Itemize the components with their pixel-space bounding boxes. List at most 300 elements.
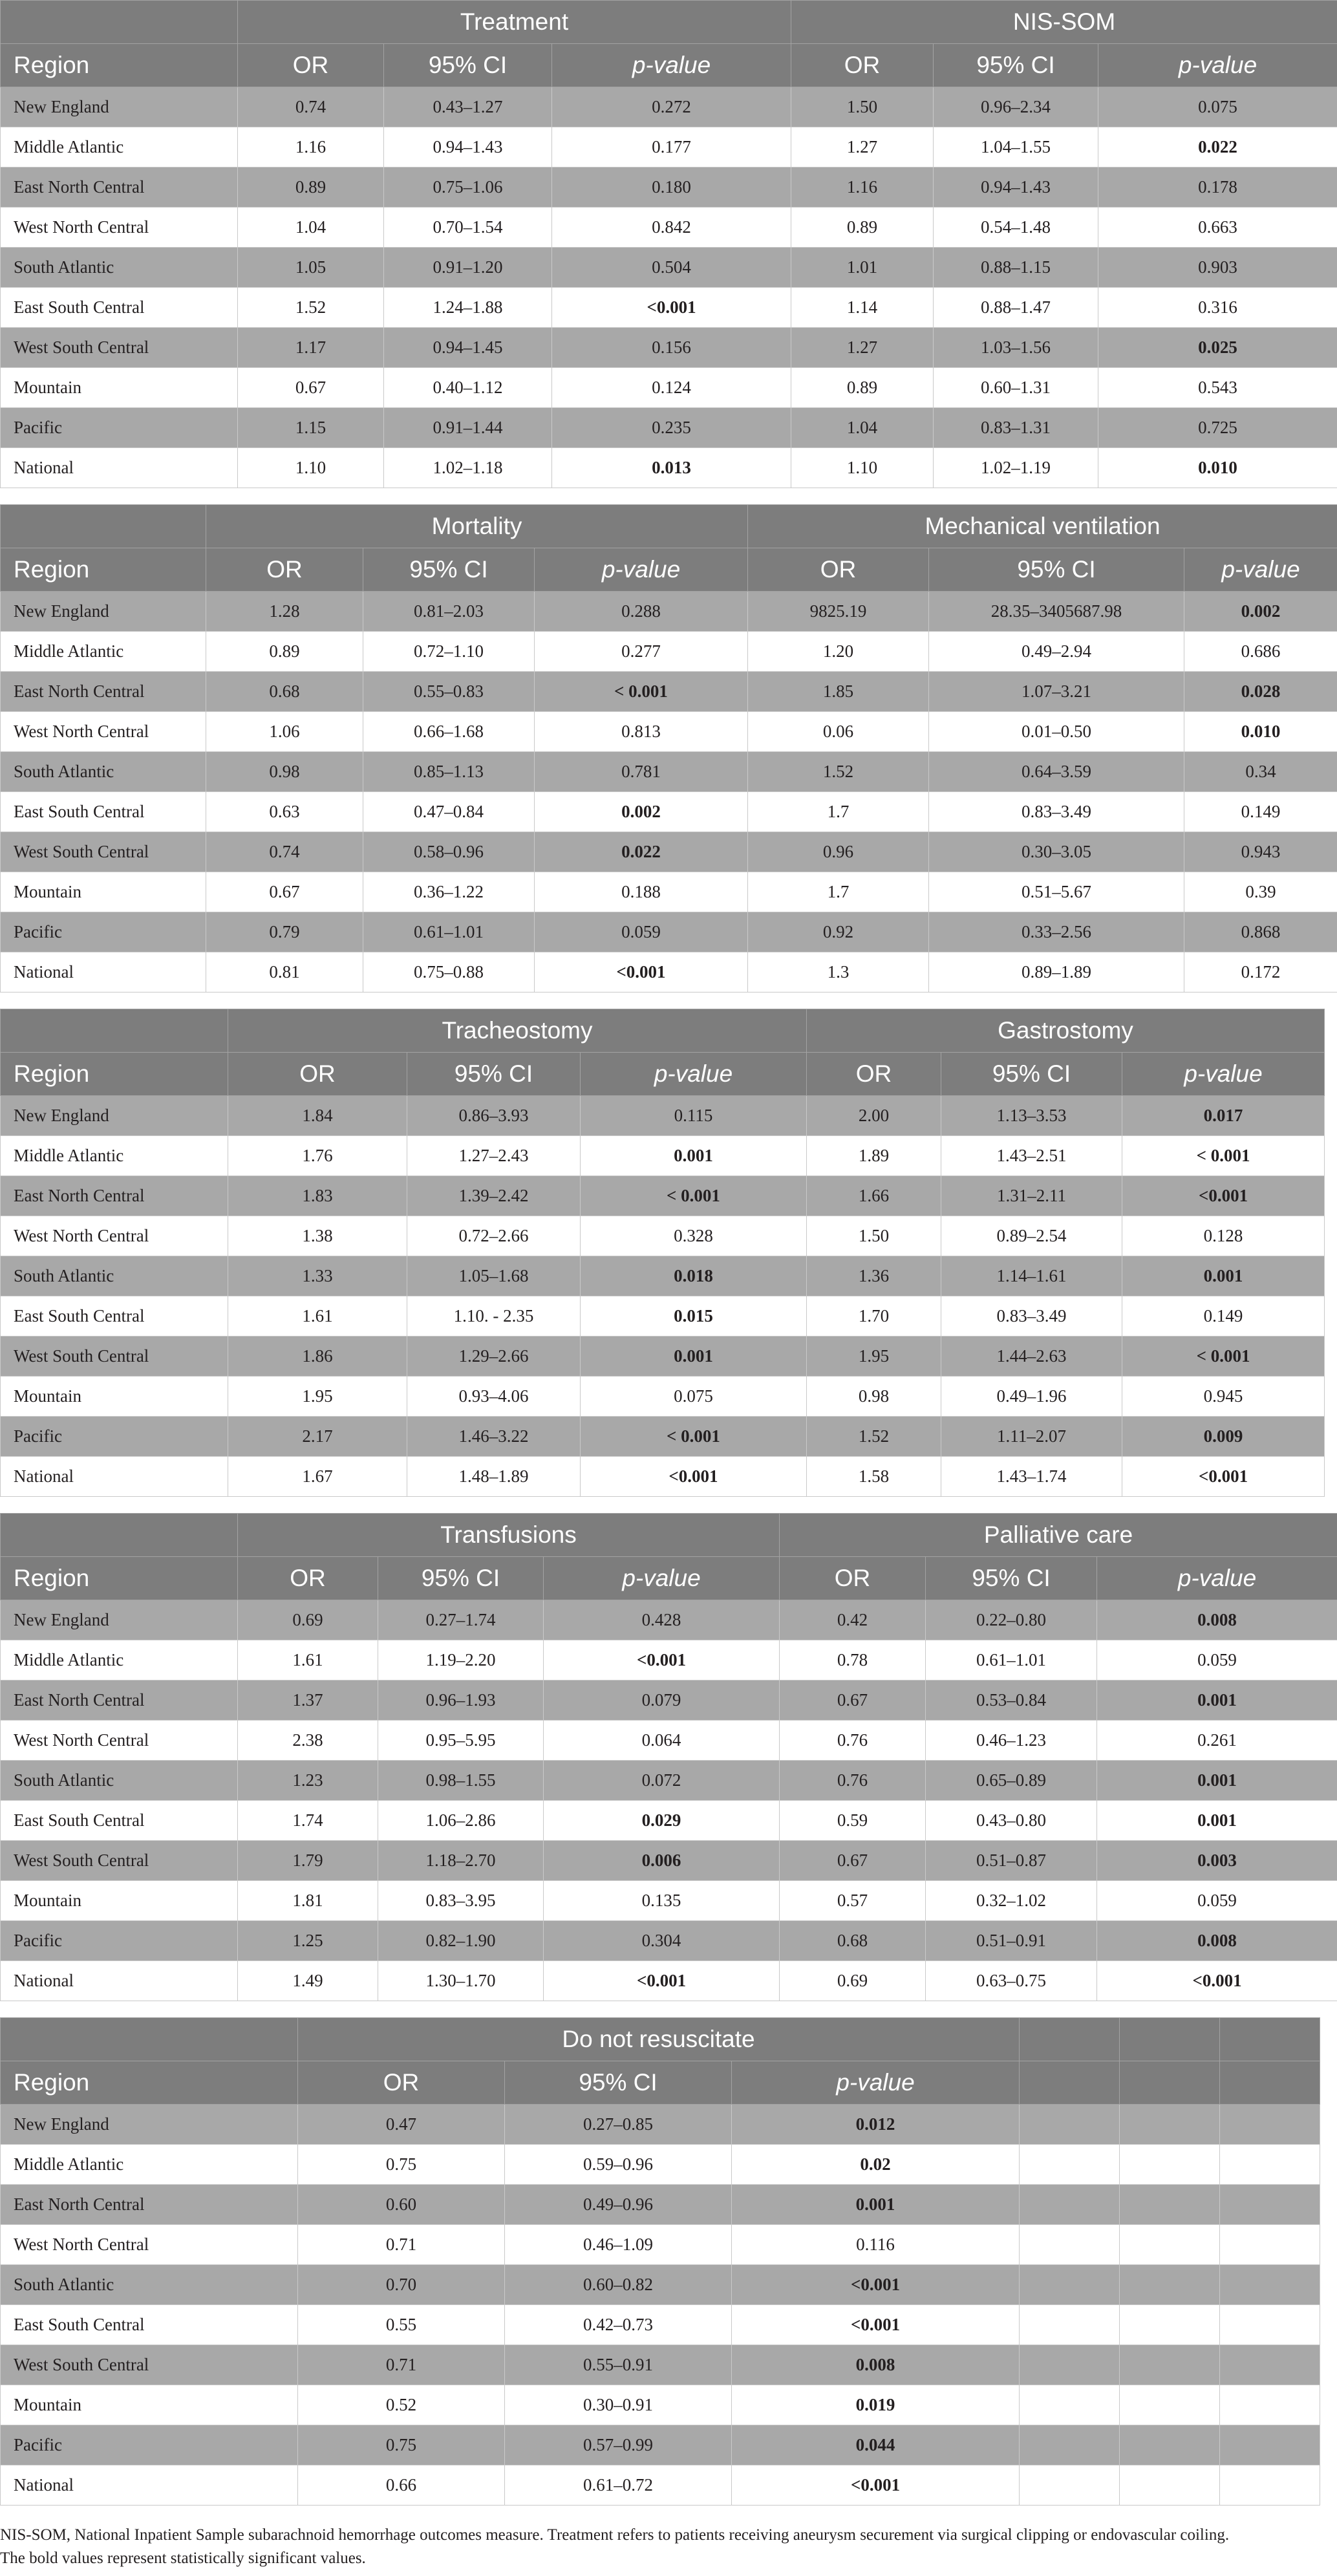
significant-value: 0.006: [641, 1851, 681, 1870]
empty-cell: [1220, 2225, 1320, 2265]
ci-cell: 0.82–1.90: [378, 1921, 544, 1961]
significant-value: 0.010: [1241, 722, 1281, 741]
empty-cell: [1220, 2385, 1320, 2425]
significant-value: 0.02: [860, 2154, 891, 2174]
p-value-cell: 0.277: [535, 632, 748, 672]
or-cell: 0.55: [298, 2305, 505, 2345]
footnote: [0, 2524, 1337, 2570]
column-header-or: OR: [298, 2061, 505, 2105]
or-cell: 0.89: [791, 208, 934, 248]
empty-cell: [1020, 2145, 1120, 2185]
empty-cell: [1220, 2145, 1320, 2185]
significant-value: 0.008: [1197, 1931, 1237, 1950]
ci-cell: 0.81–2.03: [363, 592, 535, 632]
empty-cell: [1220, 2465, 1320, 2506]
ci-cell: 1.07–3.21: [929, 672, 1184, 712]
ci-cell: 0.51–0.91: [926, 1921, 1097, 1961]
ci-cell: 0.55–0.91: [505, 2345, 732, 2385]
ci-cell: 0.83–3.49: [941, 1296, 1122, 1336]
or-cell: 1.06: [206, 712, 363, 752]
group-header-blank: [1, 505, 206, 548]
ci-cell: 0.93–4.06: [407, 1377, 581, 1417]
ci-cell: 0.91–1.20: [384, 248, 552, 288]
p-value-cell: [552, 448, 791, 488]
table-row: [1, 592, 1337, 632]
table-row: [1, 2345, 1320, 2385]
table-row: [1, 1256, 1325, 1296]
ci-cell: 0.46–1.23: [926, 1721, 1097, 1761]
ci-cell: 0.95–5.95: [378, 1721, 544, 1761]
ci-cell: 0.75–1.06: [384, 167, 552, 208]
group-header-blank: [1, 1, 238, 44]
column-header-or: OR: [238, 1557, 378, 1600]
ci-cell: 0.43–0.80: [926, 1801, 1097, 1841]
p-value-cell: 0.149: [1184, 792, 1337, 832]
significant-value: <0.001: [636, 1650, 687, 1669]
or-cell: 0.98: [807, 1377, 941, 1417]
or-cell: 1.7: [748, 792, 929, 832]
ci-cell: 0.58–0.96: [363, 832, 535, 872]
p-value-cell: [1122, 1256, 1325, 1296]
significant-value: 0.028: [1241, 682, 1281, 701]
ci-cell: 1.02–1.19: [934, 448, 1098, 488]
p-value-cell: [732, 2385, 1020, 2425]
or-cell: 1.86: [228, 1336, 407, 1377]
significant-value: 0.029: [641, 1810, 681, 1830]
region-cell: South Atlantic: [1, 1256, 228, 1296]
p-value-cell: [1097, 1801, 1337, 1841]
ci-cell: 1.04–1.55: [934, 127, 1098, 167]
or-cell: 9825.19: [748, 592, 929, 632]
column-header-p-value: p-value: [732, 2061, 1020, 2105]
significant-value: <0.001: [636, 1971, 687, 1990]
p-value-cell: 0.663: [1098, 208, 1337, 248]
ci-cell: 28.35–3405687.98: [929, 592, 1184, 632]
significant-value: 0.013: [652, 458, 691, 477]
p-value-cell: [544, 1640, 780, 1680]
column-header-or: OR: [748, 548, 929, 592]
table-row: [1, 1216, 1325, 1256]
p-value-cell: 0.156: [552, 328, 791, 368]
empty-cell: [1120, 2145, 1220, 2185]
region-cell: West South Central: [1, 1841, 238, 1881]
ci-cell: 1.30–1.70: [378, 1961, 544, 2001]
ci-cell: 0.88–1.15: [934, 248, 1098, 288]
or-cell: 1.52: [238, 288, 384, 328]
or-cell: 1.37: [238, 1680, 378, 1721]
or-cell: 1.49: [238, 1961, 378, 2001]
p-value-cell: 0.115: [581, 1096, 807, 1136]
p-value-cell: [732, 2145, 1020, 2185]
group-header: Palliative care: [780, 1514, 1337, 1557]
table-row: [1, 208, 1337, 248]
ci-cell: 0.51–0.87: [926, 1841, 1097, 1881]
or-cell: 1.15: [238, 408, 384, 448]
group-header: Tracheostomy: [228, 1009, 807, 1053]
ci-cell: 0.94–1.45: [384, 328, 552, 368]
column-header-region: Region: [1, 44, 238, 87]
region-cell: Pacific: [1, 1921, 238, 1961]
region-cell: East North Central: [1, 672, 206, 712]
ci-cell: 0.42–0.73: [505, 2305, 732, 2345]
table-row: [1, 872, 1337, 912]
or-cell: 1.10: [238, 448, 384, 488]
ci-cell: 0.86–3.93: [407, 1096, 581, 1136]
p-value-cell: 0.075: [581, 1377, 807, 1417]
ci-cell: 0.61–0.72: [505, 2465, 732, 2506]
column-header-ci: 95% CI: [941, 1053, 1122, 1096]
p-value-cell: 0.903: [1098, 248, 1337, 288]
significant-value: < 0.001: [1196, 1346, 1250, 1366]
or-cell: 2.38: [238, 1721, 378, 1761]
p-value-cell: 0.116: [732, 2225, 1020, 2265]
or-cell: 0.63: [206, 792, 363, 832]
p-value-cell: 0.428: [544, 1600, 780, 1640]
region-cell: Mountain: [1, 872, 206, 912]
p-value-cell: 0.261: [1097, 1721, 1337, 1761]
p-value-cell: [581, 1136, 807, 1176]
ci-cell: 0.40–1.12: [384, 368, 552, 408]
p-value-cell: [1122, 1417, 1325, 1457]
significant-value: 0.009: [1203, 1426, 1243, 1446]
column-header-ci: 95% CI: [929, 548, 1184, 592]
empty-cell: [1220, 2425, 1320, 2465]
or-cell: 1.95: [228, 1377, 407, 1417]
or-cell: 1.28: [206, 592, 363, 632]
column-header-ci: 95% CI: [407, 1053, 581, 1096]
ci-cell: 0.47–0.84: [363, 792, 535, 832]
p-value-cell: 0.177: [552, 127, 791, 167]
table-row: [1, 672, 1337, 712]
empty-cell: [1220, 2265, 1320, 2305]
or-cell: 0.67: [780, 1841, 926, 1881]
p-value-cell: [732, 2305, 1020, 2345]
p-value-cell: 0.064: [544, 1721, 780, 1761]
ci-cell: 0.43–1.27: [384, 87, 552, 127]
table-row: [1, 127, 1337, 167]
column-header-p-value: p-value: [1184, 548, 1337, 592]
or-cell: 1.52: [748, 752, 929, 792]
column-header-ci: 95% CI: [505, 2061, 732, 2105]
or-cell: 1.81: [238, 1881, 378, 1921]
significant-value: 0.002: [1241, 601, 1281, 621]
ci-cell: 1.02–1.18: [384, 448, 552, 488]
p-value-cell: [581, 1457, 807, 1497]
table-3: [0, 1009, 1325, 1497]
ci-cell: 0.98–1.55: [378, 1761, 544, 1801]
table-row: [1, 712, 1337, 752]
table-row: [1, 752, 1337, 792]
ci-cell: 1.03–1.56: [934, 328, 1098, 368]
p-value-cell: 0.504: [552, 248, 791, 288]
table-row: [1, 2465, 1320, 2506]
p-value-cell: [732, 2265, 1020, 2305]
ci-cell: 0.59–0.96: [505, 2145, 732, 2185]
or-cell: 0.89: [206, 632, 363, 672]
or-cell: 1.58: [807, 1457, 941, 1497]
column-header-or: OR: [791, 44, 934, 87]
p-value-cell: 0.781: [535, 752, 748, 792]
column-header-region: Region: [1, 2061, 298, 2105]
column-header-p-value: p-value: [581, 1053, 807, 1096]
or-cell: 0.71: [298, 2225, 505, 2265]
or-cell: 0.67: [780, 1680, 926, 1721]
region-cell: South Atlantic: [1, 248, 238, 288]
table-row: [1, 1921, 1337, 1961]
ci-cell: 0.49–0.96: [505, 2185, 732, 2225]
p-value-cell: [732, 2185, 1020, 2225]
ci-cell: 0.54–1.48: [934, 208, 1098, 248]
p-value-cell: [1122, 1136, 1325, 1176]
ci-cell: 0.46–1.09: [505, 2225, 732, 2265]
p-value-cell: 0.178: [1098, 167, 1337, 208]
region-cell: Pacific: [1, 408, 238, 448]
footnote-abbreviations: NIS-SOM, National Inpatient Sample subarachnoid hemorrhage outcomes measure. Treatment refers to patients receiving aneurysm securement via surgical clipping or endovascular coiling.: [0, 2526, 1230, 2544]
table-row: [1, 1640, 1337, 1680]
p-value-cell: 0.945: [1122, 1377, 1325, 1417]
table-row: [1, 632, 1337, 672]
or-cell: 1.36: [807, 1256, 941, 1296]
group-header: NIS-SOM: [791, 1, 1337, 44]
significant-value: < 0.001: [614, 682, 668, 701]
significant-value: <0.001: [668, 1466, 718, 1486]
p-value-cell: [544, 1961, 780, 2001]
p-value-cell: [1097, 1600, 1337, 1640]
ci-cell: 0.27–1.74: [378, 1600, 544, 1640]
p-value-cell: [1097, 1761, 1337, 1801]
group-header: Mechanical ventilation: [748, 505, 1337, 548]
p-value-cell: 0.072: [544, 1761, 780, 1801]
p-value-cell: [1097, 1921, 1337, 1961]
or-cell: 0.70: [298, 2265, 505, 2305]
p-value-cell: 0.543: [1098, 368, 1337, 408]
ci-cell: 0.64–3.59: [929, 752, 1184, 792]
group-header-blank: [1, 1514, 238, 1557]
ci-cell: 0.94–1.43: [384, 127, 552, 167]
ci-cell: 0.33–2.56: [929, 912, 1184, 952]
table-row: [1, 952, 1337, 993]
region-cell: Middle Atlantic: [1, 1640, 238, 1680]
column-header-ci: 95% CI: [378, 1557, 544, 1600]
table-row: [1, 328, 1337, 368]
table-row: [1, 1096, 1325, 1136]
significant-value: <0.001: [850, 2315, 901, 2334]
p-value-cell: 0.288: [535, 592, 748, 632]
region-cell: Mountain: [1, 1377, 228, 1417]
ci-cell: 1.10. - 2.35: [407, 1296, 581, 1336]
table-row: [1, 2385, 1320, 2425]
region-cell: Mountain: [1, 1881, 238, 1921]
p-value-cell: 0.079: [544, 1680, 780, 1721]
empty-cell: [1220, 2185, 1320, 2225]
ci-cell: 0.66–1.68: [363, 712, 535, 752]
empty-cell: [1220, 2345, 1320, 2385]
table-row: [1, 1336, 1325, 1377]
table-row: [1, 2185, 1320, 2225]
p-value-cell: 0.34: [1184, 752, 1337, 792]
region-cell: National: [1, 1961, 238, 2001]
significant-value: 0.001: [1197, 1810, 1237, 1830]
or-cell: 1.7: [748, 872, 929, 912]
ci-cell: 1.14–1.61: [941, 1256, 1122, 1296]
table-row: [1, 1841, 1337, 1881]
ci-cell: 1.18–2.70: [378, 1841, 544, 1881]
table-4: [0, 1513, 1337, 2001]
p-value-cell: 0.059: [1097, 1640, 1337, 1680]
or-cell: 1.74: [238, 1801, 378, 1841]
table-row: [1, 832, 1337, 872]
or-cell: 1.16: [791, 167, 934, 208]
table-row: [1, 167, 1337, 208]
or-cell: 1.17: [238, 328, 384, 368]
region-cell: New England: [1, 87, 238, 127]
or-cell: 1.38: [228, 1216, 407, 1256]
p-value-cell: [1122, 1096, 1325, 1136]
ci-cell: 1.31–2.11: [941, 1176, 1122, 1216]
or-cell: 1.27: [791, 127, 934, 167]
p-value-cell: 0.124: [552, 368, 791, 408]
column-header-ci: 95% CI: [384, 44, 552, 87]
or-cell: 0.66: [298, 2465, 505, 2506]
empty-cell: [1120, 2465, 1220, 2506]
p-value-cell: [581, 1176, 807, 1216]
p-value-cell: [1097, 1680, 1337, 1721]
region-cell: East South Central: [1, 1296, 228, 1336]
significant-value: 0.017: [1203, 1106, 1243, 1125]
p-value-cell: [581, 1417, 807, 1457]
or-cell: 2.00: [807, 1096, 941, 1136]
significant-value: 0.001: [674, 1146, 713, 1165]
ci-cell: 0.91–1.44: [384, 408, 552, 448]
p-value-cell: [732, 2105, 1020, 2145]
ci-cell: 0.55–0.83: [363, 672, 535, 712]
empty-cell: [1120, 2185, 1220, 2225]
empty-cell: [1020, 2225, 1120, 2265]
empty-cell: [1120, 2345, 1220, 2385]
region-cell: West South Central: [1, 1336, 228, 1377]
ci-cell: 0.89–2.54: [941, 1216, 1122, 1256]
region-cell: West North Central: [1, 1721, 238, 1761]
or-cell: 0.71: [298, 2345, 505, 2385]
p-value-cell: [732, 2425, 1020, 2465]
ci-cell: 0.75–0.88: [363, 952, 535, 993]
or-cell: 1.61: [238, 1640, 378, 1680]
table-row: [1, 448, 1337, 488]
or-cell: 0.68: [206, 672, 363, 712]
table-row: [1, 1721, 1337, 1761]
significant-value: <0.001: [1198, 1466, 1248, 1486]
ci-cell: 0.72–2.66: [407, 1216, 581, 1256]
group-header: Transfusions: [238, 1514, 780, 1557]
p-value-cell: [535, 832, 748, 872]
empty-cell: [1220, 2305, 1320, 2345]
ci-cell: 0.72–1.10: [363, 632, 535, 672]
column-header-region: Region: [1, 1557, 238, 1600]
or-cell: 1.50: [807, 1216, 941, 1256]
or-cell: 0.81: [206, 952, 363, 993]
table-row: [1, 248, 1337, 288]
region-cell: East North Central: [1, 2185, 298, 2225]
p-value-cell: [535, 672, 748, 712]
table-row: [1, 2145, 1320, 2185]
p-value-cell: 0.235: [552, 408, 791, 448]
or-cell: 1.50: [791, 87, 934, 127]
or-cell: 0.69: [238, 1600, 378, 1640]
or-cell: 0.76: [780, 1721, 926, 1761]
table-row: [1, 1457, 1325, 1497]
empty-cell: [1120, 2225, 1220, 2265]
group-header-blank: [1, 1009, 228, 1053]
table-row: [1, 1801, 1337, 1841]
ci-cell: 0.83–3.49: [929, 792, 1184, 832]
empty-cell: [1020, 2425, 1120, 2465]
empty-cell: [1020, 2305, 1120, 2345]
table-row: [1, 912, 1337, 952]
table-row: [1, 2425, 1320, 2465]
significant-value: 0.001: [1203, 1266, 1243, 1285]
significant-value: 0.015: [674, 1306, 713, 1326]
ci-cell: 0.36–1.22: [363, 872, 535, 912]
region-cell: National: [1, 448, 238, 488]
or-cell: 1.23: [238, 1761, 378, 1801]
column-header-or: OR: [238, 44, 384, 87]
ci-cell: 1.43–1.74: [941, 1457, 1122, 1497]
region-cell: East South Central: [1, 288, 238, 328]
region-cell: East South Central: [1, 2305, 298, 2345]
or-cell: 1.70: [807, 1296, 941, 1336]
p-value-cell: [581, 1256, 807, 1296]
region-cell: New England: [1, 1600, 238, 1640]
table-1: [0, 0, 1337, 488]
significant-value: 0.018: [674, 1266, 713, 1285]
column-header-region: Region: [1, 548, 206, 592]
p-value-cell: 0.272: [552, 87, 791, 127]
empty-cell: [1020, 2265, 1120, 2305]
column-header-p-value: p-value: [1122, 1053, 1325, 1096]
ci-cell: 1.13–3.53: [941, 1096, 1122, 1136]
or-cell: 1.01: [791, 248, 934, 288]
p-value-cell: 0.135: [544, 1881, 780, 1921]
p-value-cell: [1122, 1336, 1325, 1377]
ci-cell: 1.27–2.43: [407, 1136, 581, 1176]
empty-cell: [1020, 2185, 1120, 2225]
significant-value: 0.001: [855, 2195, 895, 2214]
ci-cell: 1.05–1.68: [407, 1256, 581, 1296]
region-cell: Pacific: [1, 912, 206, 952]
table-row: [1, 87, 1337, 127]
p-value-cell: [1184, 712, 1337, 752]
significant-value: 0.022: [621, 842, 661, 861]
p-value-cell: 0.075: [1098, 87, 1337, 127]
or-cell: 1.3: [748, 952, 929, 993]
ci-cell: 0.60–1.31: [934, 368, 1098, 408]
p-value-cell: [732, 2465, 1020, 2506]
empty-cell: [1120, 2018, 1220, 2061]
empty-cell: [1020, 2465, 1120, 2506]
significant-value: <0.001: [616, 962, 666, 982]
significant-value: <0.001: [1192, 1971, 1242, 1990]
table-2: [0, 504, 1337, 993]
p-value-cell: [552, 288, 791, 328]
or-cell: 0.74: [206, 832, 363, 872]
region-cell: Pacific: [1, 1417, 228, 1457]
significant-value: 0.003: [1197, 1851, 1237, 1870]
region-cell: West North Central: [1, 2225, 298, 2265]
or-cell: 0.60: [298, 2185, 505, 2225]
ci-cell: 0.70–1.54: [384, 208, 552, 248]
region-cell: National: [1, 1457, 228, 1497]
column-header-or: OR: [807, 1053, 941, 1096]
